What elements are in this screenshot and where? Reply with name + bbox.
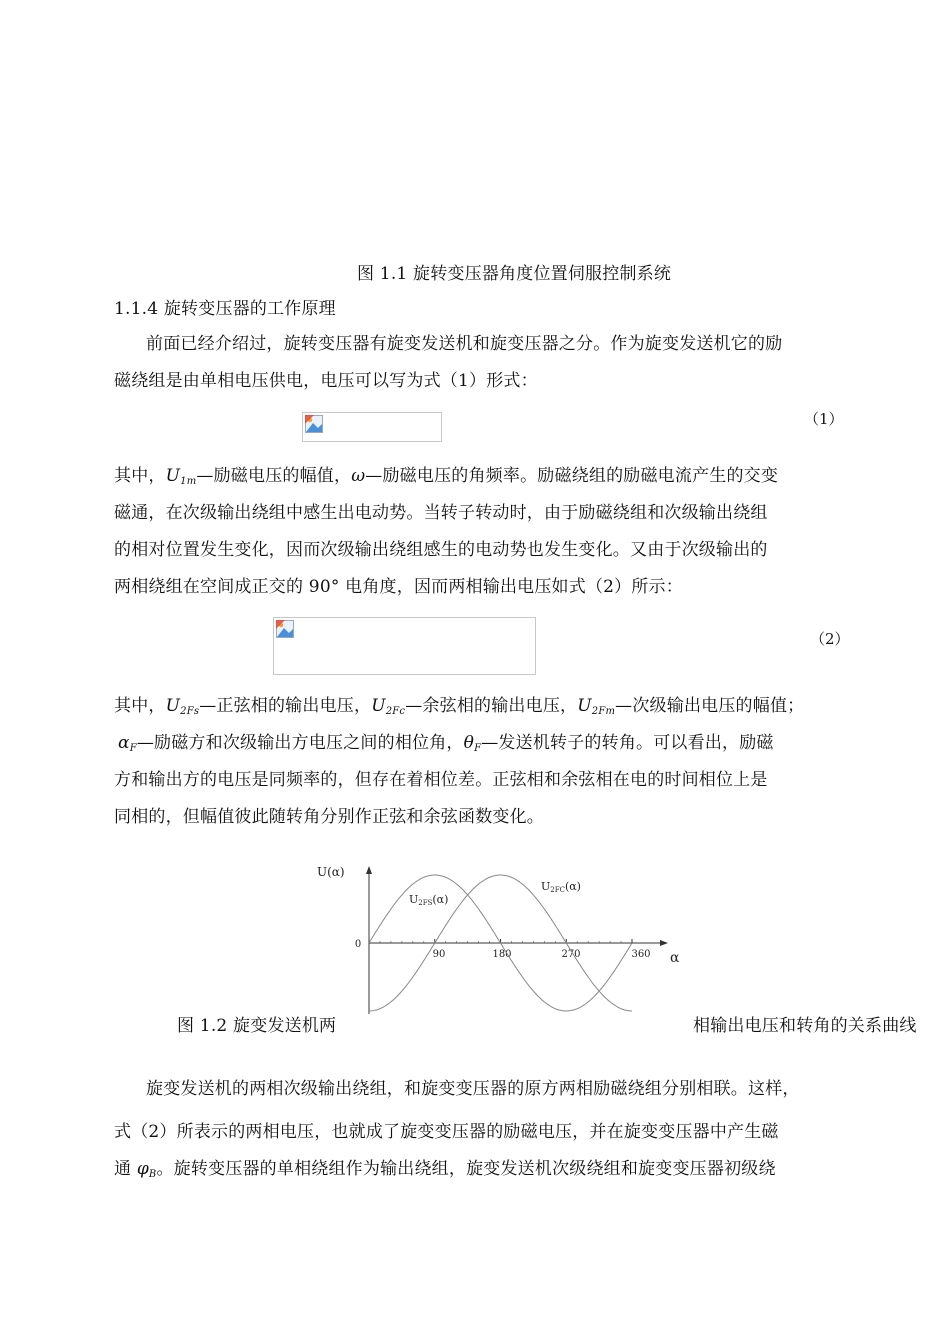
x-axis-label: α [670,950,680,966]
symbol-phi: φ [136,1159,149,1179]
text: 其中， [114,696,166,716]
text: 通 [114,1159,137,1179]
x-tick-label-90: 90 [432,949,446,960]
series-label-u2fc: U2FC(α) [541,880,581,894]
symbol-u: U [577,696,592,716]
equation-2-number: （2） [810,630,850,648]
symbol-alpha: α [118,733,130,753]
text: 。旋转变压器的单相绕组作为输出绕组，旋变发送机次级绕组和旋变变压器初级绕 [156,1159,776,1179]
symbol-u: U [165,466,181,486]
text: —励磁电压的角频率。励磁绕组的励磁电流产生的交变 [365,466,779,486]
figure-1-1-caption: 图 1.1 旋转变压器角度位置伺服控制系统 [357,264,672,284]
x-tick-label-360: 360 [631,949,651,960]
paragraph-4-line-1: 旋变发送机的两相次级输出绕组，和旋变变压器的原方两相励磁绕组分别相联。这样， [146,1079,800,1099]
y-axis-arrow [366,866,372,874]
x-tick-label-270: 270 [561,949,581,960]
x-axis-arrow [660,940,668,946]
paragraph-4-line-3 [114,1159,776,1185]
paragraph-4-line-2: 式（2）所表示的两相电压，也就成了旋变变压器的励磁电压，并在旋变变压器中产生磁 [114,1122,779,1142]
symbol-u: U [165,696,181,716]
symbol-theta: θ [463,733,475,753]
section-heading: 1.1.4 旋转变压器的工作原理 [114,299,336,319]
subscript: 2Fm [591,706,616,717]
paragraph-1-line-1: 前面已经介绍过，旋转变压器有旋变发送机和旋变压器之分。作为旋变发送机它的励 [146,334,783,354]
subscript: 2Fs [180,706,200,717]
paragraph-2-line-3: 的相对位置发生变化，因而次级输出绕组感生的电动势也发生变化。又由于次级输出的 [114,540,768,560]
series-label-u2fs: U2FS(α) [409,893,449,907]
paragraph-2-line-4: 两相绕组在空间成正交的 90° 电角度，因而两相输出电压如式（2）所示： [114,577,683,597]
text: —余弦相的输出电压， [405,696,578,716]
text: —励磁电压的幅值， [196,466,352,486]
text: —正弦相的输出电压， [199,696,372,716]
symbol-u: U [371,696,386,716]
paragraph-1-line-2: 磁绕组是由单相电压供电，电压可以写为式（1）形式： [114,371,538,391]
text: —励磁方和次级输出方电压之间的相位角， [136,733,464,753]
equation-1-number: （1） [804,410,844,428]
text: —发送机转子的转角。可以看出，励磁 [481,733,774,753]
subscript: 2Fc [385,706,406,717]
subscript: B [148,1169,157,1180]
subscript: F [129,743,137,754]
text: —次级输出电压的幅值； [615,696,805,716]
y-axis-label: U(α) [317,865,345,879]
symbol-omega: ω [351,466,366,486]
figure-1-2-caption-right: 相输出电压和转角的关系曲线 [693,1016,917,1036]
subscript: F [474,743,482,754]
subscript: 1m [180,476,197,487]
y-origin-label: 0 [354,939,362,950]
x-tick-label-180: 180 [492,949,512,960]
paragraph-3-line-4: 同相的，但幅值彼此随转角分别作正弦和余弦函数变化。 [114,807,544,827]
paragraph-3-line-3: 方和输出方的电压是同频率的，但存在着相位差。正弦相和余弦相在电的时间相位上是 [114,770,768,790]
text: 其中， [114,466,166,486]
figure-1-2-caption-left: 图 1.2 旋变发送机两 [177,1016,337,1036]
paragraph-2-line-2: 磁通，在次级输出绕组中感生出电动势。当转子转动时，由于励磁绕组和次级输出绕组 [114,503,768,523]
